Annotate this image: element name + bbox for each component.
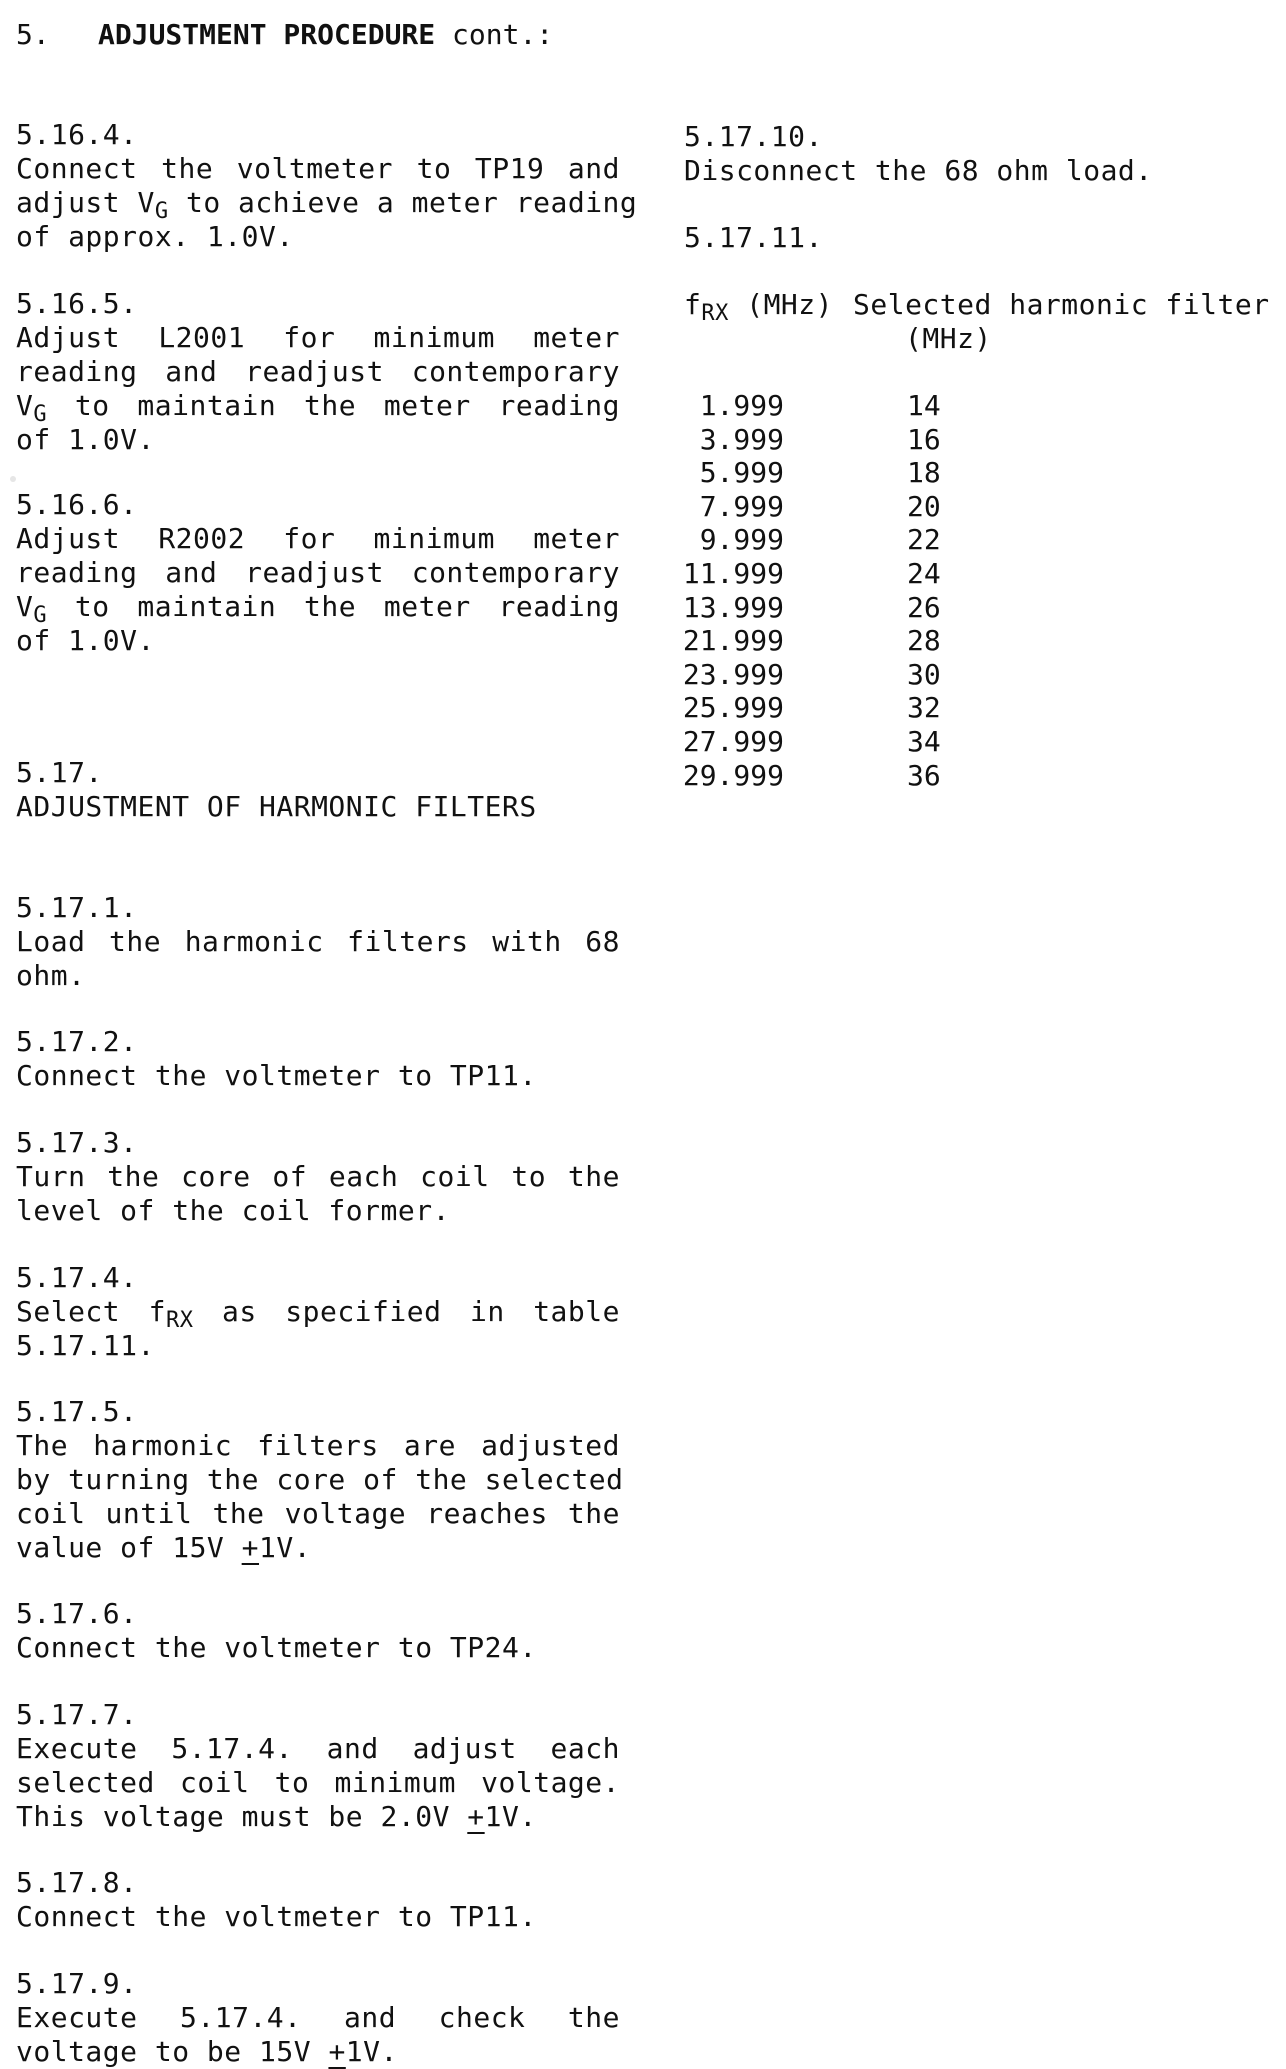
table-cell-frequency: 29.999 — [682, 758, 784, 792]
step-5-16-4-number: 5.16.4. — [16, 118, 138, 151]
table-cell-filter: 30 — [907, 657, 941, 691]
step-5-17-9-line-2-b: 1V. — [345, 2035, 398, 2068]
step-5-17-7-line-3-a: This voltage must be 2.0V — [16, 1800, 468, 1833]
frx-sub: RX — [166, 1308, 194, 1333]
step-5-17-7-line-3 — [16, 1800, 537, 1834]
table-cell-filter: 34 — [907, 725, 941, 758]
table-cell-frequency: 7.999 — [699, 489, 784, 523]
step-5-17-1-line-1: Load the harmonic filters with 68 — [16, 925, 620, 958]
step-5-17-5-line-4-b: 1V. — [259, 1531, 312, 1564]
vg-sub: G — [33, 402, 48, 427]
step-5-17-9-number: 5.17.9. — [16, 1967, 138, 2000]
step-5-17-4-number: 5.17.4. — [16, 1261, 138, 1294]
table-cell-filter: 28 — [907, 624, 941, 658]
step-5-17-4-line-2: 5.17.11. — [16, 1329, 155, 1362]
frx-f: f — [684, 288, 702, 321]
step-5-16-6-number: 5.16.6. — [16, 488, 138, 521]
frx-unit: (MHz) — [728, 288, 834, 321]
step-5-17-5-line-4-a: value of 15V — [16, 1531, 242, 1564]
table-cell-filter: 18 — [907, 456, 941, 490]
page-title — [98, 18, 553, 52]
table-cell-filter: 24 — [907, 557, 941, 590]
vg-v: V — [16, 590, 34, 623]
step-5-17-4-line-1-rest: as specified in table — [193, 1295, 620, 1328]
step-5-16-4-line-3: of approx. 1.0V. — [16, 220, 294, 253]
frx-f: Select f — [16, 1295, 167, 1328]
table-cell-frequency: 1.999 — [699, 389, 784, 422]
step-5-16-5-number: 5.16.5. — [16, 287, 138, 320]
table-cell-filter: 26 — [907, 590, 941, 624]
step-5-17-5-line-2: by turning the core of the selected — [16, 1463, 624, 1496]
step-5-17-5-line-3: coil until the voltage reaches the — [16, 1497, 620, 1530]
section-number: 5. — [16, 18, 50, 51]
table-header-frx — [684, 288, 834, 326]
step-5-17-10-number: 5.17.10. — [684, 120, 823, 153]
table-cell-filter: 36 — [907, 758, 941, 792]
step-5-17-7-number: 5.17.7. — [16, 1698, 138, 1731]
step-5-17-2-line-1: Connect the voltmeter to TP11. — [16, 1059, 537, 1092]
section-5-17-number: 5.17. — [16, 756, 103, 789]
step-5-16-4-line-2-rest: to achieve a meter reading — [168, 186, 638, 219]
step-5-17-9-line-2-a: voltage to be 15V — [16, 2035, 329, 2068]
step-5-17-7-line-1: Execute 5.17.4. and adjust each — [16, 1732, 620, 1765]
scan-speck — [10, 476, 16, 482]
step-5-17-7-line-2: selected coil to minimum voltage. — [16, 1766, 620, 1799]
table-cell-frequency: 3.999 — [699, 422, 784, 456]
table-cell-frequency: 27.999 — [682, 725, 784, 758]
step-5-16-5-line-1: Adjust L2001 for minimum meter — [16, 321, 620, 354]
table-cell-filter: 14 — [907, 389, 941, 422]
table-cell-filter: 22 — [907, 523, 941, 557]
table-header-filter-line-2: (MHz) — [905, 322, 992, 355]
table-cell-filter: 20 — [907, 489, 941, 523]
step-5-17-8-number: 5.17.8. — [16, 1866, 138, 1899]
table-cell-frequency: 11.999 — [682, 557, 784, 590]
step-5-17-1-line-2: ohm. — [16, 959, 86, 992]
page-title-bold: ADJUSTMENT PROCEDURE — [98, 18, 436, 51]
step-5-16-5-line-3-rest: to maintain the meter reading — [47, 389, 620, 422]
step-5-16-6-line-4: of 1.0V. — [16, 624, 155, 657]
step-5-17-10-line-1: Disconnect the 68 ohm load. — [684, 154, 1153, 187]
step-5-17-4-line-1 — [16, 1295, 620, 1333]
step-5-17-5-number: 5.17.5. — [16, 1395, 138, 1428]
step-5-16-6-line-2: reading and readjust contemporary — [16, 556, 620, 589]
table-header-filter-line-1: Selected harmonic filter — [853, 288, 1270, 321]
table-cell-frequency: 13.999 — [682, 590, 784, 624]
step-5-17-3-line-1: Turn the core of each coil to the — [16, 1160, 620, 1193]
frx-sub: RX — [701, 301, 729, 326]
step-5-16-4-line-1: Connect the voltmeter to TP19 and — [16, 152, 620, 185]
step-5-16-5-line-2: reading and readjust contemporary — [16, 355, 620, 388]
plus-minus-sign: + — [241, 1531, 260, 1564]
table-cell-filter: 16 — [907, 422, 941, 456]
plus-minus-sign: + — [467, 1800, 485, 1833]
step-5-17-7-line-3-b: 1V. — [484, 1800, 537, 1833]
step-5-17-11-number: 5.17.11. — [684, 221, 823, 254]
vg-v: adjust V — [16, 186, 155, 219]
step-5-17-1-number: 5.17.1. — [16, 891, 138, 924]
page-title-suffix: cont.: — [435, 18, 554, 51]
step-5-17-3-line-2: level of the coil former. — [16, 1194, 450, 1227]
step-5-16-6-line-1: Adjust R2002 for minimum meter — [16, 522, 620, 555]
plus-minus-sign: + — [328, 2035, 346, 2068]
vg-v: V — [16, 389, 34, 422]
step-5-16-5-line-4: of 1.0V. — [16, 423, 155, 456]
table-cell-filter: 32 — [907, 691, 941, 725]
step-5-16-4-line-2 — [16, 186, 638, 224]
step-5-16-6-line-3 — [16, 590, 620, 628]
step-5-17-6-number: 5.17.6. — [16, 1597, 138, 1630]
step-5-17-9-line-1: Execute 5.17.4. and check the — [16, 2001, 620, 2034]
section-5-17-title: ADJUSTMENT OF HARMONIC FILTERS — [16, 790, 537, 823]
step-5-17-8-line-1: Connect the voltmeter to TP11. — [16, 1900, 537, 1933]
table-cell-frequency: 21.999 — [682, 624, 784, 658]
step-5-17-9-line-2 — [16, 2035, 398, 2069]
table-cell-frequency: 5.999 — [699, 456, 784, 490]
step-5-16-6-line-3-rest: to maintain the meter reading — [47, 590, 620, 623]
step-5-17-5-line-1: The harmonic filters are adjusted — [16, 1429, 620, 1462]
step-5-17-3-number: 5.17.3. — [16, 1126, 138, 1159]
table-cell-frequency: 25.999 — [682, 691, 784, 725]
table-cell-frequency: 9.999 — [699, 523, 784, 557]
vg-sub: G — [154, 199, 169, 224]
vg-sub: G — [33, 603, 48, 628]
step-5-17-5-line-4 — [16, 1531, 311, 1565]
step-5-17-2-number: 5.17.2. — [16, 1025, 138, 1058]
table-cell-frequency: 23.999 — [682, 657, 784, 691]
step-5-16-5-line-3 — [16, 389, 620, 427]
step-5-17-6-line-1: Connect the voltmeter to TP24. — [16, 1631, 537, 1664]
